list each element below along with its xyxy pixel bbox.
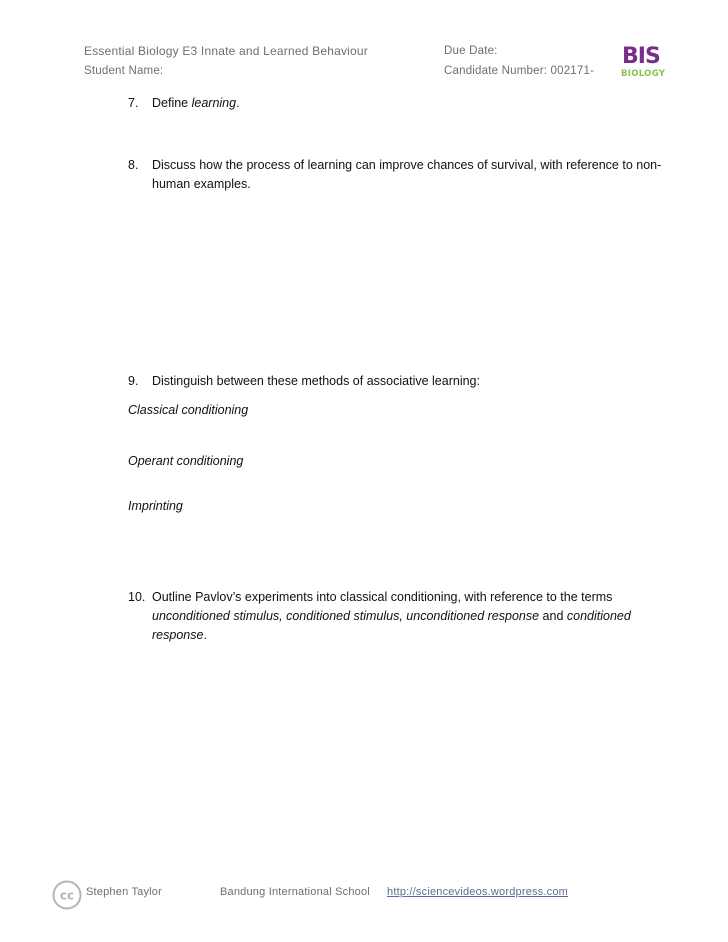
- candidate-number-label: Candidate Number: 002171-: [444, 65, 595, 77]
- question-line: [152, 175, 661, 194]
- question-number: 8.: [128, 158, 139, 172]
- sub-item-operant-conditioning: Operant conditioning: [128, 454, 244, 468]
- question-line: [152, 156, 661, 175]
- italic-term: response: [152, 628, 204, 642]
- sub-item-imprinting: Imprinting: [128, 499, 183, 513]
- text-run: .: [236, 96, 240, 110]
- question-number: 10.: [128, 590, 146, 604]
- question-text: [152, 156, 661, 194]
- footer-school: Bandung International School: [220, 886, 370, 898]
- question-text: [152, 94, 240, 113]
- creative-commons-icon: [52, 880, 82, 910]
- italic-term: learning: [191, 96, 237, 110]
- text-run: human examples.: [152, 177, 251, 191]
- text-run: Outline Pavlov’s experiments into classical conditioning, with reference to the terms: [152, 590, 613, 604]
- license-icon-text: cc: [59, 888, 75, 903]
- bis-biology-logo: [620, 40, 672, 86]
- footer-website-link[interactable]: http://sciencevideos.wordpress.com: [387, 886, 569, 898]
- question-line: [152, 607, 631, 626]
- student-name-label: Student Name:: [84, 65, 164, 77]
- question-number: 7.: [128, 96, 139, 110]
- question-10: [128, 588, 688, 648]
- italic-term: conditioned: [566, 609, 631, 623]
- text-run: Distinguish between these methods of associative learning:: [152, 374, 480, 388]
- logo-text: BIS: [622, 44, 660, 69]
- question-line: [152, 588, 631, 607]
- question-line: [152, 626, 631, 645]
- document-title: Essential Biology E3 Innate and Learned Behaviour: [84, 44, 368, 58]
- question-text: [152, 588, 631, 645]
- question-number: 9.: [128, 374, 139, 388]
- logo-subtext: BIOLOGY: [621, 69, 666, 79]
- italic-term: unconditioned stimulus, conditioned stimulus, unconditioned response: [152, 609, 540, 623]
- question-line: [152, 372, 480, 391]
- question-text: [152, 372, 480, 391]
- question-line: [152, 94, 240, 113]
- question-9: [128, 372, 668, 392]
- footer-author: Stephen Taylor: [86, 886, 162, 898]
- question-8: [128, 156, 688, 196]
- text-run: Define: [152, 96, 192, 110]
- sub-item-classical-conditioning: Classical conditioning: [128, 403, 249, 417]
- text-run: and: [539, 609, 567, 623]
- question-7: [128, 94, 668, 114]
- due-date-label: Due Date:: [444, 45, 498, 57]
- text-run: Discuss how the process of learning can improve chances of survival, with reference to non-: [152, 158, 662, 172]
- text-run: .: [203, 628, 207, 642]
